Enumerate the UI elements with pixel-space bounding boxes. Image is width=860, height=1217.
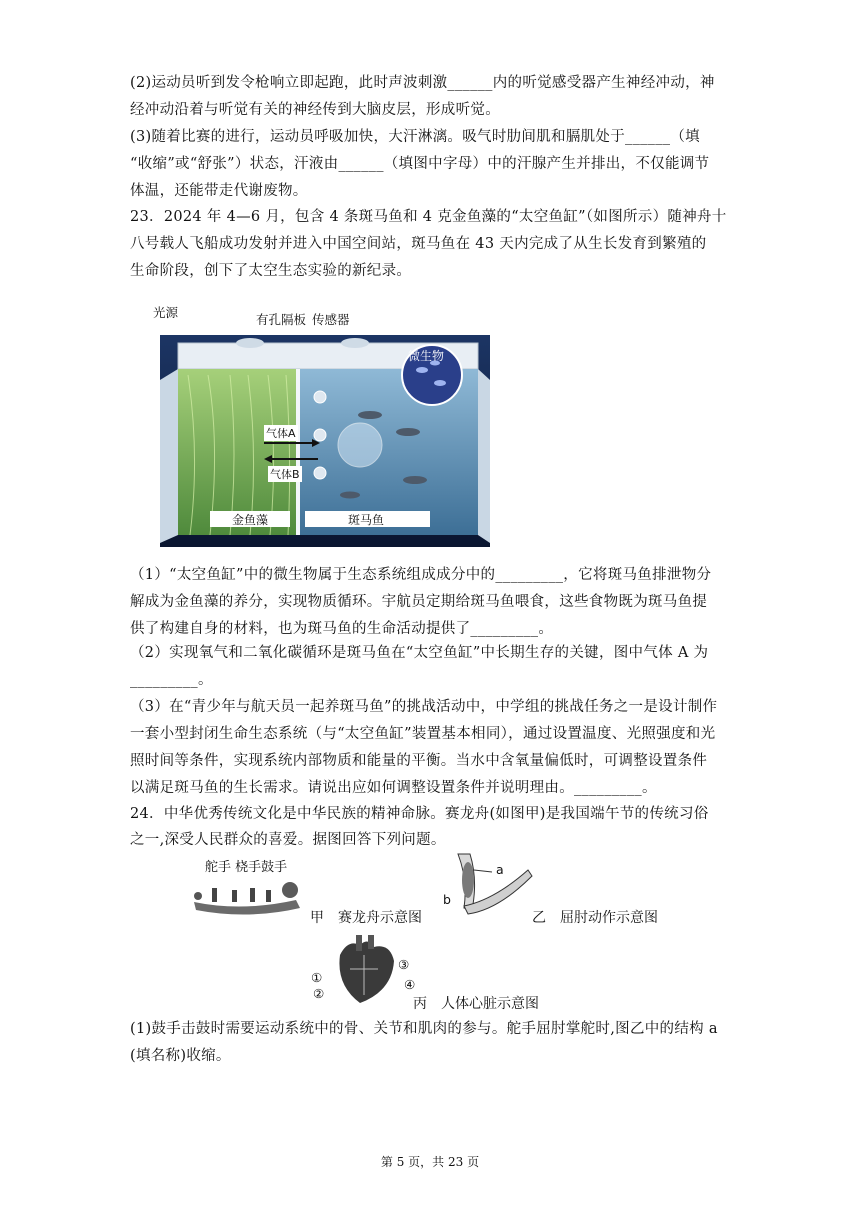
heart-drawing — [330, 935, 400, 1007]
q23-stem-line3: 生命阶段，创下了太空生态实验的新纪录。 — [130, 263, 412, 279]
q24-stem-line1: 24．中华优秀传统文化是中华民族的精神命脉。赛龙舟(如图甲)是我国端午节的传统习俗 — [130, 806, 709, 822]
fish-label: 斑马鱼 — [348, 513, 385, 527]
caption-jia: 甲 赛龙舟示意图 — [310, 910, 422, 926]
q23-part1-line2: 解成为金鱼藻的养分，实现物质循环。宇航员定期给斑马鱼喂食，这些食物既为斑马鱼提 — [130, 594, 708, 610]
tank-drawing — [160, 335, 490, 547]
q23-stem-line1: 23．2024 年 4—6 月，包含 4 条斑马鱼和 4 克金鱼藻的“太空鱼缸”（如图所示）随神舟十 — [130, 209, 727, 225]
gas-a-label: 气体A — [266, 427, 296, 440]
q23-part1-line3: 供了构建自身的材料，也为斑马鱼的生命活动提供了_________。 — [130, 621, 554, 637]
tank-image — [160, 335, 490, 547]
q22-part3-line1: (3)随着比赛的进行，运动员呼吸加快，大汗淋漓。吸气时肋间肌和膈肌处于______（填 — [130, 129, 700, 145]
q23-part2-line2: _________。 — [130, 672, 213, 688]
plant-label: 金鱼藻 — [232, 513, 269, 527]
heart-label-4: ④ — [404, 977, 416, 992]
heart-label-1: ① — [311, 970, 323, 985]
perforated-divider-label: 有孔隔板 — [256, 312, 307, 327]
q24-stem-line2: 之一,深受人民群众的喜爱。据图回答下列问题。 — [130, 832, 446, 848]
q22-part3-line3: 体温，还能带走代谢废物。 — [130, 183, 308, 199]
light-source-label: 光源 — [153, 305, 179, 320]
arm-label-b: b — [443, 892, 451, 907]
q22-part2-line2: 经冲动沿着与听觉有关的神经传到大脑皮层，形成听觉。 — [130, 102, 500, 118]
heart-label-3: ③ — [398, 957, 410, 972]
boat-roles-label: 舵手 桡手鼓手 — [205, 860, 288, 875]
q23-part3-line4: 以满足斑马鱼的生长需求。请说出应如何调整设置条件并说明理由。_________。 — [130, 780, 657, 796]
q24-part1-line1: (1)鼓手击鼓时需要运动系统中的骨、关节和肌肉的参与。舵手屈肘掌舵时,图乙中的结构 a — [130, 1021, 718, 1037]
arm-label-a: a — [496, 862, 504, 877]
gas-b-label: 气体B — [270, 468, 300, 481]
q23-stem-line2: 八号载人飞船成功发射并进入中国空间站，斑马鱼在 43 天内完成了从生长发育到繁殖的 — [130, 236, 707, 252]
caption-yi: 乙 屈肘动作示意图 — [532, 910, 658, 926]
caption-bing: 丙 人体心脏示意图 — [413, 996, 539, 1012]
q23-part1-line1: （1）“太空鱼缸”中的微生物属于生态系统组成成分中的_________，它将斑马鱼排泄物分 — [130, 567, 712, 583]
arm-drawing — [444, 850, 534, 920]
q23-part2-line1: （2）实现氧气和二氧化碳循环是斑马鱼在“太空鱼缸”中长期生存的关键，图中气体 A 为 — [130, 645, 709, 661]
q22-part2-line1: (2)运动员听到发令枪响立即起跑，此时声波刺激______内的听觉感受器产生神经冲动，神 — [130, 75, 715, 91]
q22-part3-line2: “收缩”或“舒张”）状态，汗液由______（填图中字母）中的汗腺产生并排出，不仅能调节 — [130, 156, 710, 172]
dragon-boat-drawing — [192, 872, 304, 918]
page-footer: 第 5 页，共 23 页 — [380, 1155, 480, 1169]
q23-part3-line1: （3）在“青少年与航天员一起养斑马鱼”的挑战活动中，中学组的挑战任务之一是设计制作 — [130, 699, 718, 715]
q24-part1-line2: (填名称)收缩。 — [130, 1048, 231, 1064]
q23-part3-line2: 一套小型封闭生命生态系统（与“太空鱼缸”装置基本相同），通过设置温度、光照强度和光 — [130, 726, 716, 742]
q23-part3-line3: 照时间等条件，实现系统内部物质和能量的平衡。当水中含氧量偏低时，可调整设置条件 — [130, 753, 708, 769]
heart-label-2: ② — [313, 986, 325, 1001]
microbe-label: 微生物 — [408, 349, 445, 363]
sensor-label: 传感器 — [312, 312, 350, 327]
